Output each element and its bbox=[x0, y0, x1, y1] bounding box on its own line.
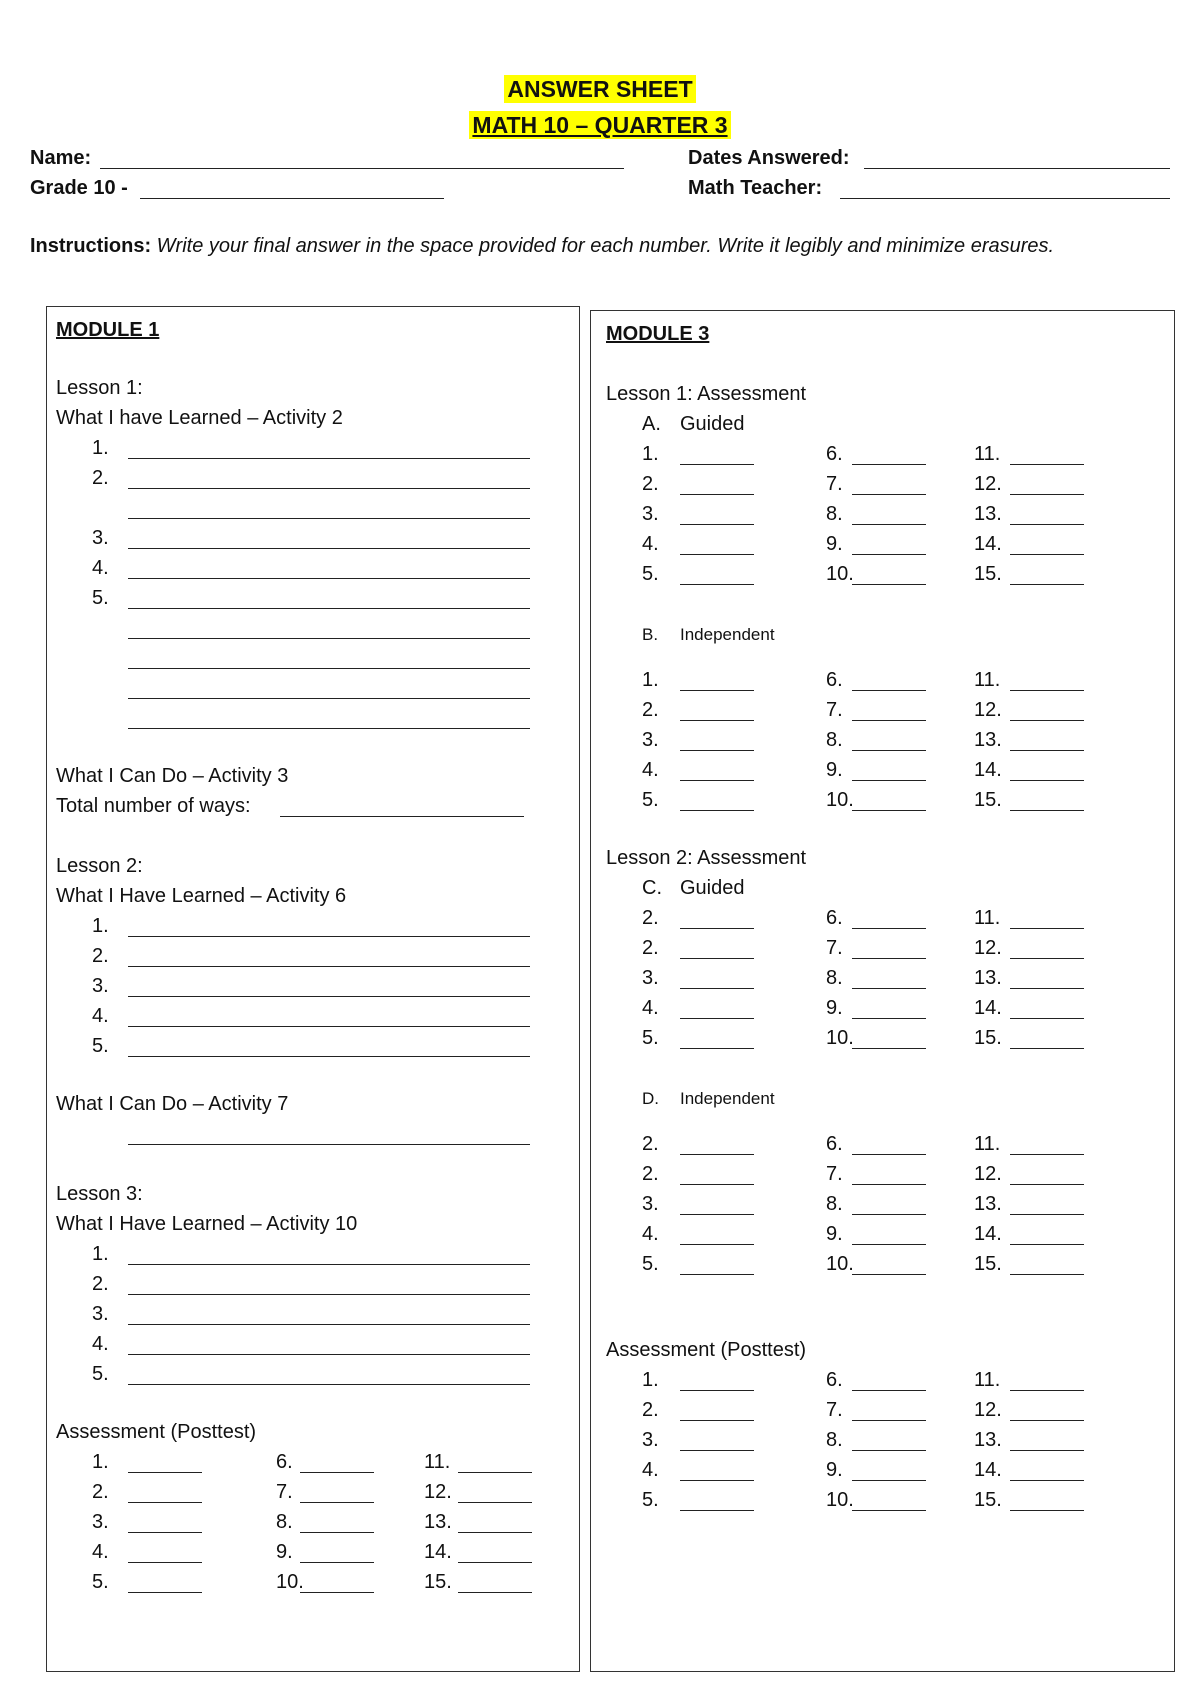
item-number: 3. bbox=[92, 527, 109, 549]
item-number: 3. bbox=[642, 503, 659, 525]
answer-blank[interactable] bbox=[852, 1390, 926, 1391]
item-number: 11. bbox=[424, 1451, 451, 1473]
item-number: 14. bbox=[974, 759, 1002, 781]
item-number: 6. bbox=[276, 1451, 293, 1473]
answer-blank[interactable] bbox=[680, 1390, 754, 1391]
answer-blank[interactable] bbox=[852, 1154, 926, 1155]
answer-line[interactable] bbox=[128, 638, 530, 639]
answer-blank[interactable] bbox=[458, 1532, 532, 1533]
answer-line[interactable] bbox=[128, 1056, 530, 1057]
m1-lesson-1-heading: Lesson 1: bbox=[56, 377, 143, 399]
math-teacher-label: Math Teacher: bbox=[688, 177, 823, 199]
item-number: 13. bbox=[424, 1511, 452, 1533]
answer-line[interactable] bbox=[128, 728, 530, 729]
item-number: 3. bbox=[92, 1303, 109, 1325]
answer-line[interactable] bbox=[128, 1324, 530, 1325]
item-number: 3. bbox=[92, 975, 109, 997]
item-number: 2. bbox=[642, 1133, 659, 1155]
instructions-text: Write your final answer in the space provided for each number. Write it legibly and minimize erasures. bbox=[151, 235, 1055, 257]
item-number: 15. bbox=[974, 1489, 1002, 1511]
section-c-label: Guided bbox=[680, 877, 745, 899]
answer-blank[interactable] bbox=[1010, 1048, 1084, 1049]
item-number: 10. bbox=[826, 789, 854, 811]
item-number: 4. bbox=[642, 1223, 659, 1245]
item-number: 1. bbox=[642, 443, 659, 465]
answer-blank[interactable] bbox=[852, 1244, 926, 1245]
answer-blank[interactable] bbox=[680, 1048, 754, 1049]
answer-blank[interactable] bbox=[1010, 1510, 1084, 1511]
item-number: 12. bbox=[974, 1163, 1002, 1185]
item-number: 4. bbox=[642, 997, 659, 1019]
answer-blank[interactable] bbox=[852, 584, 926, 585]
item-number: 15. bbox=[974, 1253, 1002, 1275]
answer-line[interactable] bbox=[128, 488, 530, 489]
item-number: 8. bbox=[826, 967, 843, 989]
answer-blank[interactable] bbox=[1010, 1244, 1084, 1245]
section-a-letter: A. bbox=[642, 413, 661, 435]
item-number: 6. bbox=[826, 907, 843, 929]
answer-blank[interactable] bbox=[852, 958, 926, 959]
answer-line[interactable] bbox=[128, 548, 530, 549]
item-number: 12. bbox=[974, 473, 1002, 495]
answer-line[interactable] bbox=[128, 936, 530, 937]
item-number: 15. bbox=[974, 789, 1002, 811]
answer-line[interactable] bbox=[128, 458, 530, 459]
answer-blank[interactable] bbox=[1010, 1420, 1084, 1421]
answer-blank[interactable] bbox=[458, 1472, 532, 1473]
answer-blank[interactable] bbox=[852, 1480, 926, 1481]
section-d-label: Independent bbox=[680, 1089, 775, 1108]
section-c-letter: C. bbox=[642, 877, 662, 899]
answer-blank[interactable] bbox=[680, 1480, 754, 1481]
answer-line[interactable] bbox=[128, 996, 530, 997]
item-number: 1. bbox=[642, 669, 659, 691]
answer-blank[interactable] bbox=[1010, 464, 1084, 465]
answer-blank[interactable] bbox=[680, 810, 754, 811]
answer-blank[interactable] bbox=[852, 1018, 926, 1019]
answer-blank[interactable] bbox=[300, 1562, 374, 1563]
answer-blank[interactable] bbox=[680, 1510, 754, 1511]
item-number: 12. bbox=[974, 699, 1002, 721]
m3-lesson-2-heading: Lesson 2: Assessment bbox=[606, 847, 807, 869]
answer-line[interactable] bbox=[128, 966, 530, 967]
answer-blank[interactable] bbox=[852, 1450, 926, 1451]
answer-blank[interactable] bbox=[680, 554, 754, 555]
instructions-label: Instructions: bbox=[30, 235, 152, 257]
answer-line[interactable] bbox=[128, 578, 530, 579]
answer-blank[interactable] bbox=[852, 928, 926, 929]
answer-line[interactable] bbox=[128, 518, 530, 519]
m1-activity-10-heading: What I Have Learned – Activity 10 bbox=[56, 1213, 358, 1235]
item-number: 5. bbox=[92, 587, 109, 609]
item-number: 2. bbox=[642, 907, 659, 929]
section-b-label: Independent bbox=[680, 625, 775, 644]
item-number: 8. bbox=[826, 1429, 843, 1451]
item-number: 7. bbox=[826, 937, 843, 959]
answer-blank[interactable] bbox=[852, 1184, 926, 1185]
answer-blank[interactable] bbox=[680, 690, 754, 691]
item-number: 11. bbox=[974, 669, 1001, 691]
item-number: 14. bbox=[424, 1541, 452, 1563]
answer-blank[interactable] bbox=[680, 584, 754, 585]
answer-blank[interactable] bbox=[1010, 1214, 1084, 1215]
item-number: 11. bbox=[974, 443, 1001, 465]
answer-blank[interactable] bbox=[1010, 810, 1084, 811]
answer-blank[interactable] bbox=[852, 750, 926, 751]
item-number: 13. bbox=[974, 503, 1002, 525]
answer-line[interactable] bbox=[128, 698, 530, 699]
answer-blank[interactable] bbox=[680, 524, 754, 525]
answer-blank[interactable] bbox=[680, 1450, 754, 1451]
answer-blank[interactable] bbox=[680, 494, 754, 495]
m1-activity-3-heading: What I Can Do – Activity 3 bbox=[56, 765, 289, 787]
item-number: 10. bbox=[826, 1027, 854, 1049]
item-number: 10. bbox=[826, 1489, 854, 1511]
answer-blank[interactable] bbox=[128, 1562, 202, 1563]
item-number: 9. bbox=[826, 1223, 843, 1245]
item-number: 2. bbox=[642, 1163, 659, 1185]
answer-blank[interactable] bbox=[852, 1420, 926, 1421]
dates-answered-field[interactable] bbox=[864, 168, 1170, 169]
item-number: 12. bbox=[974, 1399, 1002, 1421]
item-number: 6. bbox=[826, 1369, 843, 1391]
answer-blank[interactable] bbox=[1010, 690, 1084, 691]
item-number: 7. bbox=[826, 1399, 843, 1421]
item-number: 15. bbox=[974, 1027, 1002, 1049]
item-number: 4. bbox=[642, 1459, 659, 1481]
item-number: 1. bbox=[92, 437, 109, 459]
module-3-title: MODULE 3 bbox=[606, 323, 710, 345]
item-number: 13. bbox=[974, 1193, 1002, 1215]
answer-blank[interactable] bbox=[852, 554, 926, 555]
item-number: 4. bbox=[642, 533, 659, 555]
answer-blank[interactable] bbox=[128, 1532, 202, 1533]
answer-blank[interactable] bbox=[1010, 1450, 1084, 1451]
section-b-letter: B. bbox=[642, 625, 659, 644]
m3-posttest-heading: Assessment (Posttest) bbox=[606, 1339, 807, 1361]
item-number: 6. bbox=[826, 1133, 843, 1155]
item-number: 14. bbox=[974, 533, 1002, 555]
answer-line[interactable] bbox=[128, 1026, 530, 1027]
answer-blank[interactable] bbox=[852, 1048, 926, 1049]
grade-label: Grade 10 - bbox=[30, 177, 128, 199]
answer-blank[interactable] bbox=[1010, 1184, 1084, 1185]
item-number: 2. bbox=[92, 1481, 109, 1503]
answer-blank[interactable] bbox=[1010, 780, 1084, 781]
item-number: 11. bbox=[974, 1369, 1001, 1391]
answer-blank[interactable] bbox=[458, 1502, 532, 1503]
answer-blank[interactable] bbox=[852, 720, 926, 721]
answer-blank[interactable] bbox=[680, 1244, 754, 1245]
answer-line[interactable] bbox=[128, 1354, 530, 1355]
answer-blank[interactable] bbox=[1010, 720, 1084, 721]
answer-line[interactable] bbox=[128, 608, 530, 609]
answer-blank[interactable] bbox=[1010, 750, 1084, 751]
item-number: 5. bbox=[642, 563, 659, 585]
answer-blank[interactable] bbox=[852, 1510, 926, 1511]
item-number: 8. bbox=[826, 729, 843, 751]
answer-blank[interactable] bbox=[128, 1592, 202, 1593]
item-number: 4. bbox=[642, 759, 659, 781]
item-number: 5. bbox=[642, 1027, 659, 1049]
m3-lesson-1-heading: Lesson 1: Assessment bbox=[606, 383, 807, 405]
item-number: 4. bbox=[92, 1541, 109, 1563]
item-number: 15. bbox=[424, 1571, 452, 1593]
title-answer-sheet: ANSWER SHEET bbox=[0, 78, 1200, 101]
item-number: 9. bbox=[826, 1459, 843, 1481]
m1-activity-6-heading: What I Have Learned – Activity 6 bbox=[56, 885, 347, 907]
item-number: 2. bbox=[642, 1399, 659, 1421]
item-number: 4. bbox=[92, 1333, 109, 1355]
item-number: 2. bbox=[642, 473, 659, 495]
answer-blank[interactable] bbox=[1010, 524, 1084, 525]
answer-blank[interactable] bbox=[852, 988, 926, 989]
item-number: 4. bbox=[92, 557, 109, 579]
item-number: 14. bbox=[974, 1459, 1002, 1481]
item-number: 1. bbox=[92, 1451, 109, 1473]
answer-line[interactable] bbox=[128, 1144, 530, 1145]
item-number: 8. bbox=[276, 1511, 293, 1533]
item-number: 10. bbox=[826, 563, 854, 585]
answer-blank[interactable] bbox=[852, 524, 926, 525]
item-number: 3. bbox=[642, 1193, 659, 1215]
m1-lesson-3-heading: Lesson 3: bbox=[56, 1183, 143, 1205]
answer-blank[interactable] bbox=[852, 780, 926, 781]
item-number: 8. bbox=[826, 1193, 843, 1215]
answer-blank[interactable] bbox=[1010, 1390, 1084, 1391]
item-number: 2. bbox=[642, 937, 659, 959]
item-number: 10. bbox=[826, 1253, 854, 1275]
name-label: Name: bbox=[30, 147, 92, 169]
item-number: 14. bbox=[974, 997, 1002, 1019]
item-number: 5. bbox=[642, 1253, 659, 1275]
item-number: 6. bbox=[826, 669, 843, 691]
section-d-letter: D. bbox=[642, 1089, 659, 1108]
answer-blank[interactable] bbox=[300, 1532, 374, 1533]
answer-blank[interactable] bbox=[680, 720, 754, 721]
item-number: 7. bbox=[826, 699, 843, 721]
answer-line[interactable] bbox=[128, 668, 530, 669]
item-number: 5. bbox=[642, 1489, 659, 1511]
answer-blank[interactable] bbox=[680, 1420, 754, 1421]
answer-blank[interactable] bbox=[680, 1274, 754, 1275]
item-number: 1. bbox=[92, 1243, 109, 1265]
item-number: 2. bbox=[92, 467, 109, 489]
answer-blank[interactable] bbox=[852, 494, 926, 495]
answer-blank[interactable] bbox=[300, 1502, 374, 1503]
item-number: 6. bbox=[826, 443, 843, 465]
answer-blank[interactable] bbox=[852, 464, 926, 465]
item-number: 5. bbox=[642, 789, 659, 811]
answer-blank[interactable] bbox=[680, 1184, 754, 1185]
answer-blank[interactable] bbox=[1010, 1154, 1084, 1155]
item-number: 13. bbox=[974, 1429, 1002, 1451]
item-number: 5. bbox=[92, 1571, 109, 1593]
item-number: 14. bbox=[974, 1223, 1002, 1245]
answer-blank[interactable] bbox=[300, 1472, 374, 1473]
item-number: 9. bbox=[826, 997, 843, 1019]
answer-blank[interactable] bbox=[128, 1502, 202, 1503]
answer-blank[interactable] bbox=[1010, 1480, 1084, 1481]
answer-blank[interactable] bbox=[300, 1592, 374, 1593]
answer-blank[interactable] bbox=[458, 1562, 532, 1563]
module-3-panel bbox=[590, 310, 1175, 1672]
answer-blank[interactable] bbox=[1010, 928, 1084, 929]
answer-blank[interactable] bbox=[1010, 1018, 1084, 1019]
answer-blank[interactable] bbox=[852, 1214, 926, 1215]
answer-blank[interactable] bbox=[680, 958, 754, 959]
m1-lesson-2-heading: Lesson 2: bbox=[56, 855, 143, 877]
dates-answered-label: Dates Answered: bbox=[688, 147, 850, 169]
item-number: 11. bbox=[974, 907, 1001, 929]
m1-activity-7-heading: What I Can Do – Activity 7 bbox=[56, 1093, 289, 1115]
title-math-quarter: MATH 10 – QUARTER 3 bbox=[0, 114, 1200, 137]
item-number: 12. bbox=[424, 1481, 452, 1503]
item-number: 1. bbox=[92, 915, 109, 937]
answer-blank[interactable] bbox=[680, 1214, 754, 1215]
answer-line[interactable] bbox=[128, 1264, 530, 1265]
answer-line[interactable] bbox=[128, 1384, 530, 1385]
item-number: 5. bbox=[92, 1363, 109, 1385]
item-number: 13. bbox=[974, 967, 1002, 989]
answer-blank[interactable] bbox=[852, 810, 926, 811]
item-number: 3. bbox=[642, 967, 659, 989]
item-number: 7. bbox=[276, 1481, 293, 1503]
answer-blank[interactable] bbox=[852, 1274, 926, 1275]
item-number: 8. bbox=[826, 503, 843, 525]
name-field[interactable] bbox=[100, 168, 624, 169]
item-number: 11. bbox=[974, 1133, 1001, 1155]
item-number: 2. bbox=[642, 699, 659, 721]
item-number: 7. bbox=[826, 1163, 843, 1185]
answer-blank[interactable] bbox=[1010, 958, 1084, 959]
answer-blank[interactable] bbox=[1010, 584, 1084, 585]
item-number: 3. bbox=[642, 1429, 659, 1451]
item-number: 3. bbox=[642, 729, 659, 751]
item-number: 1. bbox=[642, 1369, 659, 1391]
answer-blank[interactable] bbox=[680, 928, 754, 929]
item-number: 9. bbox=[826, 533, 843, 555]
answer-blank[interactable] bbox=[128, 1472, 202, 1473]
m1-posttest-heading: Assessment (Posttest) bbox=[56, 1421, 257, 1443]
item-number: 12. bbox=[974, 937, 1002, 959]
item-number: 7. bbox=[826, 473, 843, 495]
item-number: 9. bbox=[276, 1541, 293, 1563]
item-number: 2. bbox=[92, 1273, 109, 1295]
item-number: 3. bbox=[92, 1511, 109, 1533]
total-ways-field[interactable] bbox=[280, 816, 524, 817]
item-number: 10. bbox=[276, 1571, 304, 1593]
math-teacher-field[interactable] bbox=[840, 198, 1170, 199]
answer-blank[interactable] bbox=[1010, 1274, 1084, 1275]
grade-section-field[interactable] bbox=[140, 198, 444, 199]
item-number: 9. bbox=[826, 759, 843, 781]
item-number: 15. bbox=[974, 563, 1002, 585]
answer-line[interactable] bbox=[128, 1294, 530, 1295]
instructions bbox=[30, 236, 1054, 256]
answer-blank[interactable] bbox=[680, 750, 754, 751]
module-1-title: MODULE 1 bbox=[56, 319, 160, 341]
answer-blank[interactable] bbox=[1010, 494, 1084, 495]
answer-blank[interactable] bbox=[680, 1018, 754, 1019]
section-a-label: Guided bbox=[680, 413, 745, 435]
answer-blank[interactable] bbox=[852, 690, 926, 691]
answer-blank[interactable] bbox=[1010, 988, 1084, 989]
total-ways-label: Total number of ways: bbox=[56, 795, 251, 817]
answer-blank[interactable] bbox=[680, 988, 754, 989]
answer-blank[interactable] bbox=[1010, 554, 1084, 555]
answer-blank[interactable] bbox=[680, 1154, 754, 1155]
item-number: 2. bbox=[92, 945, 109, 967]
m1-activity-2-heading: What I have Learned – Activity 2 bbox=[56, 407, 343, 429]
module-1-panel bbox=[46, 306, 580, 1672]
answer-blank[interactable] bbox=[680, 780, 754, 781]
item-number: 5. bbox=[92, 1035, 109, 1057]
answer-blank[interactable] bbox=[680, 464, 754, 465]
answer-blank[interactable] bbox=[458, 1592, 532, 1593]
item-number: 13. bbox=[974, 729, 1002, 751]
item-number: 4. bbox=[92, 1005, 109, 1027]
